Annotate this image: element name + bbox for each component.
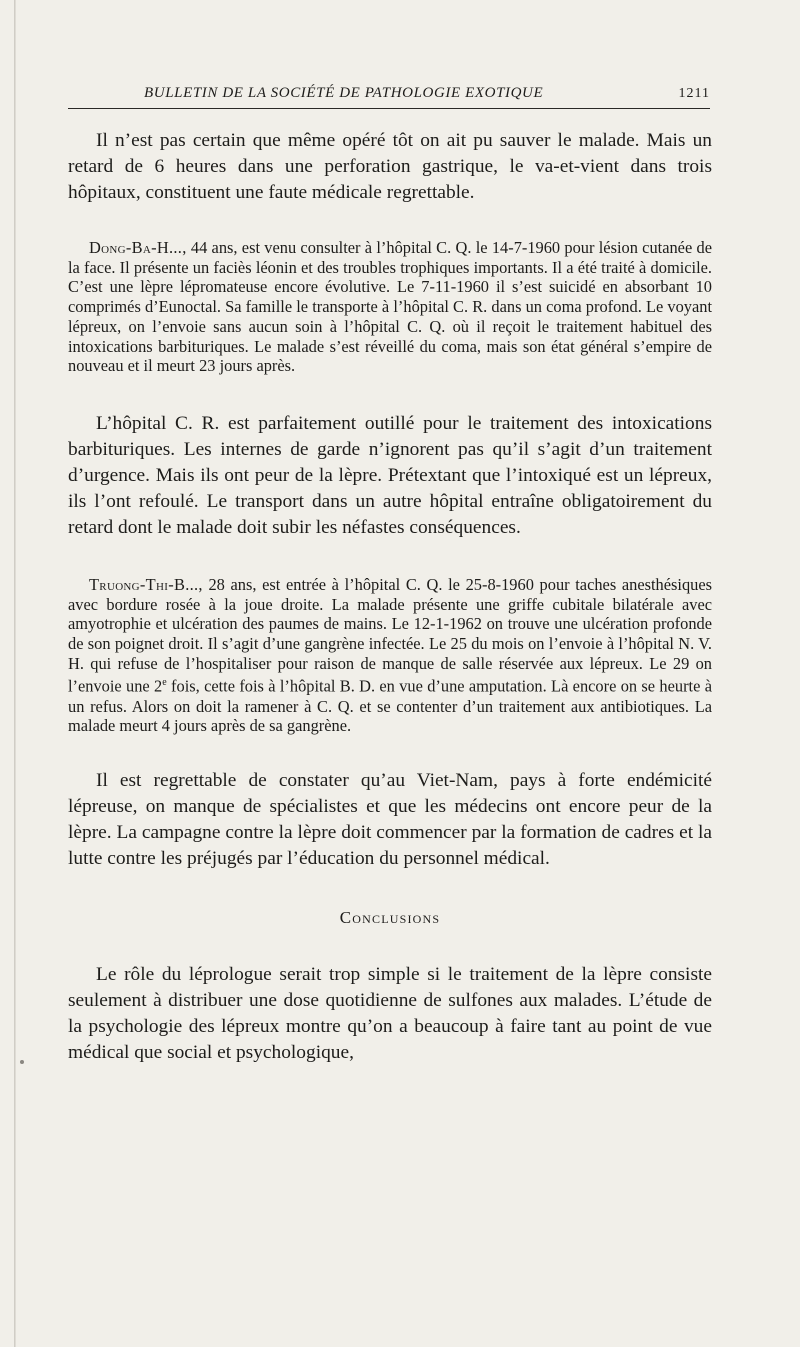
paragraph-3: Il est regrettable de constater qu’au Viet-Nam, pays à forte endémicité lépreuse, on manque de spécialistes et que les médecins ont encore peur de la lèpre. La campagne contre la lèpre doit commencer par la formation de cadres et la lutte contre les préjugés par l’éducation du personnel médical. — [68, 770, 712, 870]
running-header — [68, 85, 710, 109]
case-2-patient-name: Truong-Thi-B..., — [89, 574, 203, 594]
margin-dot — [20, 1060, 24, 1064]
paragraph-1: Il n’est pas certain que même opéré tôt on ait pu sauver le malade. Mais un retard de 6 heures dans une perforation gastrique, le va-et-vient dans trois hôpitaux, constituent une faute médicale regrettable. — [68, 130, 712, 203]
page-number: 1211 — [678, 86, 710, 101]
case-2-text-b: fois, cette fois à l’hôpital B. D. en vue d’une amputation. Là encore on se heurte à un refus. Alors on doit la ramener à C. Q. et se contenter d’un traitement aux antibiotiques. La malade meurt 4 jours après de sa gangrène. — [68, 676, 712, 736]
page-body — [68, 128, 712, 1066]
section-heading: Conclusions — [339, 908, 441, 928]
paragraph-4: Le rôle du léprologue serait trop simple si le traitement de la lèpre consiste seulement à distribuer une dose quotidienne de sulfones aux malades. L’étude de la psychologie des lépreux montre qu’on a beaucoup à faire tant au point de vue médical que social et psychologique, — [68, 964, 712, 1064]
journal-title: BULLETIN DE LA SOCIÉTÉ DE PATHOLOGIE EXOTIQUE — [144, 85, 544, 101]
paragraph-2: L’hôpital C. R. est parfaitement outillé pour le traitement des intoxications barbituriques. Les internes de garde n’ignorent pas qu’il s’agit d’un traitement d’urgence. Mais ils ont peur de la lèpre. Prétextant que l’intoxiqué est un lépreux, ils l’ont refoulé. Le transport dans un autre hôpital entraîne obligatoirement du retard dont le malade doit subir les néfastes conséquences. — [68, 412, 712, 538]
case-1-text: 44 ans, est venu consulter à l’hôpital C. Q. le 14-7-1960 pour lésion cutanée de la face. Il présente un faciès léonin et des troubles trophiques importants. Il a été traité à domicile. C’est une lèpre lépromateuse encore évolutive. Le 7-11-1960 il s’est suicidé en absorbant 10 comprimés d’Eunoctal. Sa famille le transporte à l’hôpital C. R. dans un coma profond. Le voyant lépreux, on l’envoie sans aucun soin à l’hôpital C. Q. où il reçoit le traitement habituel des intoxications barbituriques. Le malade s’est réveillé du coma, mais son état général s’empire de nouveau et il meurt 23 jours après. — [68, 238, 712, 376]
case-2-superscript: e — [162, 677, 167, 689]
case-1-patient-name: Dong-Ba-H..., — [89, 238, 187, 257]
page-edge — [14, 0, 16, 1347]
case-report-2 — [68, 575, 712, 736]
case-2-text-a: 28 ans, est entrée à l’hôpital C. Q. le 25-8-1960 pour taches anesthésiques avec bordure rosée à la joue droite. La malade présente une griffe cubitale bilatérale avec amyotrophie et ulcération des paumes de mains. Le 12-1-1962 on trouve une ulcération profonde de son poignet droit. Il s’agit d’une gangrène infectée. Le 25 du mois on l’envoie à l’hôpital N. V. H. qui refuse de l’hospitaliser pour raison de manque de salle réservée aux lépreux. Le 29 on l’envoie une 2 — [68, 574, 712, 696]
case-report-1 — [68, 238, 712, 376]
